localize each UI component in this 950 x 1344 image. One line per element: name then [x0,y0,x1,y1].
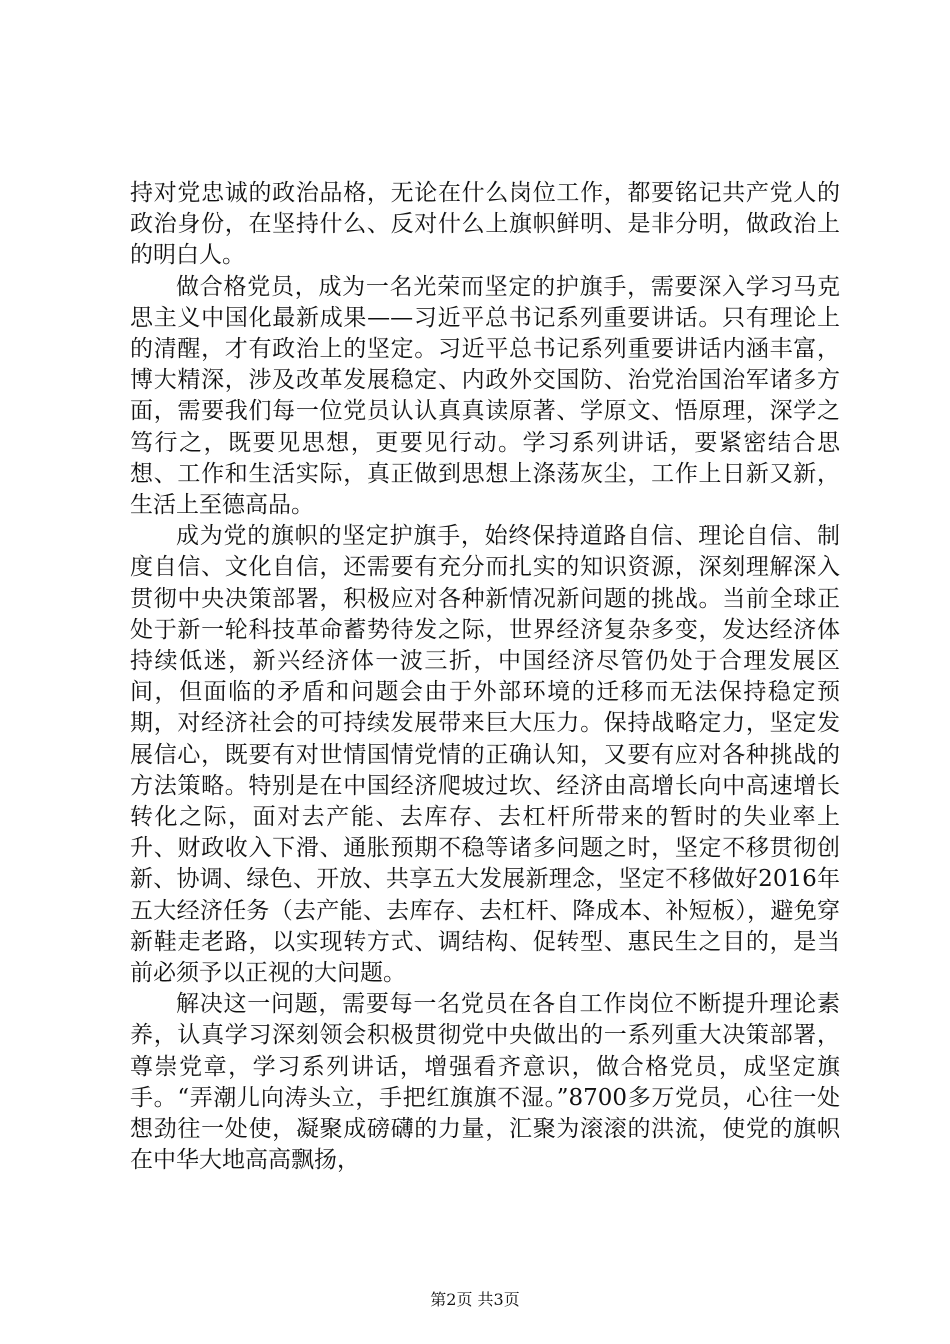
paragraph-solve-problem: 解决这一问题，需要每一名党员在各自工作岗位不断提升理论素养，认真学习深刻领会积极贯彻党中央做出的一系列重大决策部署，尊崇党章，学习系列讲话，增强看齐意识，做合格党员，成坚定旗手。“弄潮儿向涛头立，手把红旗旗不湿。”8700多万党员，心往一处想劲往一处使，凝聚成磅礴的力量，汇聚为滚滚的洪流，使党的旗帜在中华大地高高飘扬， [130,991,840,1174]
document-body [130,178,840,1177]
page-number-footer: 第2页 共3页 [430,1290,520,1309]
paragraph-study-speeches: 做合格党员，成为一名光荣而坚定的护旗手，需要深入学习马克思主义中国化最新成果——习近平总书记系列重要讲话。只有理论上的清醒，才有政治上的坚定。习近平总书记系列重要讲话内涵丰富，博大精深，涉及改革发展稳定、内政外交国防、治党治国治军诸多方面，需要我们每一位党员认认真真读原著、学原文、悟原理，深学之笃行之，既要见思想，更要见行动。学习系列讲话，要紧密结合思想、工作和生活实际，真正做到思想上涤荡灰尘，工作上日新又新，生活上至德高品。 [130,273,840,519]
paragraph-flag-bearer: 成为党的旗帜的坚定护旗手，始终保持道路自信、理论自信、制度自信、文化自信，还需要有充分而扎实的知识资源，深刻理解深入贯彻中央决策部署，积极应对各种新情况新问题的挑战。当前全球正处于新一轮科技革命蓄势待发之际，世界经济复杂多变，发达经济体持续低迷，新兴经济体一波三折，中国经济尽管仍处于合理发展区间，但面临的矛盾和问题会由于外部环境的迁移而无法保持稳定预期，对经济社会的可持续发展带来巨大压力。保持战略定力，坚定发展信心，既要有对世情国情党情的正确认知，又要有应对各种挑战的方法策略。特别是在中国经济爬坡过坎、经济由高增长向中高速增长转化之际，面对去产能、去库存、去杠杆所带来的暂时的失业率上升、财政收入下滑、通胀预期不稳等诸多问题之时，坚定不移贯彻创新、协调、绿色、开放、共享五大发展新理念，坚定不移做好2016年五大经济任务（去产能、去库存、去杠杆、降成本、补短板），避免穿新鞋走老路，以实现转方式、调结构、促转型、惠民生之目的，是当前必须予以正视的大问题。 [130,523,840,987]
paragraph-continuation: 持对党忠诚的政治品格，无论在什么岗位工作，都要铭记共产党人的政治身份，在坚持什么、反对什么上旗帜鲜明、是非分明，做政治上的明白人。 [130,180,840,269]
